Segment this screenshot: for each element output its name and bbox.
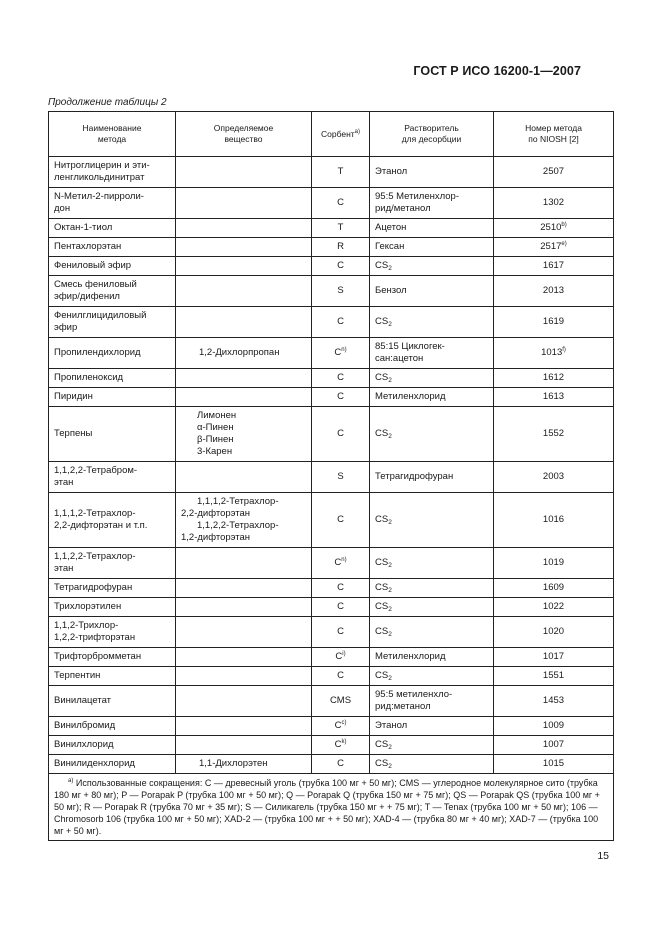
method-name-cell (49, 238, 176, 257)
method-name-line: Нитроглицерин и эти- (54, 160, 150, 171)
method-name-cell (49, 388, 176, 407)
sorbent-cell (312, 462, 370, 493)
table-row (49, 238, 614, 257)
solvent-line: Этанол (375, 720, 408, 731)
solvent-line: Этанол (375, 166, 408, 177)
niosh-number: 1007 (542, 739, 565, 750)
niosh-number-cell (494, 188, 614, 219)
method-name-cell (49, 548, 176, 579)
sorbent-cell (312, 157, 370, 188)
substance-cell (176, 338, 312, 369)
niosh-number: 1609 (542, 582, 565, 593)
table-body (49, 157, 614, 774)
page-number: 15 (597, 850, 609, 862)
method-name-line: Тетрагидрофуран (54, 582, 133, 593)
method-name-cell (49, 307, 176, 338)
solvent-subscript: 2 (388, 433, 392, 440)
solvent-subscript: 2 (388, 519, 392, 526)
table-row (49, 388, 614, 407)
niosh-number: 1617 (542, 260, 565, 271)
column-header-line: Растворитель (404, 123, 459, 133)
method-name-line: Октан-1-тиол (54, 222, 113, 233)
sorbent-value: C (337, 391, 344, 402)
substance-cell (176, 257, 312, 276)
niosh-number-cell (494, 276, 614, 307)
method-name-cell (49, 755, 176, 774)
niosh-number: 1453 (542, 695, 565, 706)
solvent-line: 95:5 Метиленхлор- (375, 191, 459, 202)
niosh-number: 1013 (541, 347, 563, 358)
solvent-cell (370, 667, 494, 686)
solvent-cell (370, 307, 494, 338)
substance-cell (176, 307, 312, 338)
sorbent-value: R (337, 241, 344, 252)
sorbent-value: C (337, 372, 344, 383)
method-name-line: Пропиленоксид (54, 372, 124, 383)
substance-cell (176, 407, 312, 462)
sorbent-value: C (334, 347, 342, 358)
solvent-line: CS (375, 670, 389, 681)
sorbent-cell (312, 369, 370, 388)
column-header-line: метода (97, 134, 127, 144)
niosh-number: 1020 (542, 626, 565, 637)
solvent-subscript: 2 (388, 377, 392, 384)
sorbent-cell (312, 598, 370, 617)
method-name-line: Смесь фениловый (54, 279, 137, 290)
method-name-cell (49, 276, 176, 307)
table-row (49, 188, 614, 219)
sorbent-footnote-mark: n) (341, 557, 347, 563)
method-name-cell (49, 407, 176, 462)
table-row (49, 307, 614, 338)
table-row (49, 598, 614, 617)
column-header-line: для десорбции (401, 134, 462, 144)
niosh-number: 1619 (542, 316, 565, 327)
sorbent-value: S (337, 471, 344, 482)
solvent-subscript: 2 (388, 265, 392, 272)
table-row (49, 493, 614, 548)
table-row (49, 648, 614, 667)
substance-line: 1,1,1,2-Тетрахлор- (197, 496, 279, 507)
niosh-number: 1016 (542, 514, 565, 525)
niosh-number-cell (494, 648, 614, 667)
niosh-number-cell (494, 369, 614, 388)
sorbent-value: C (334, 557, 342, 568)
solvent-subscript: 2 (388, 675, 392, 682)
table-row (49, 667, 614, 686)
substance-cell (176, 493, 312, 548)
solvent-line: CS (375, 428, 389, 439)
niosh-number-cell (494, 667, 614, 686)
sorbent-cell (312, 219, 370, 238)
table-row (49, 736, 614, 755)
column-header-3 (370, 112, 494, 157)
method-name-cell (49, 598, 176, 617)
solvent-cell (370, 755, 494, 774)
sorbent-cell (312, 407, 370, 462)
sorbent-value: C (337, 197, 344, 208)
substance-cell (176, 598, 312, 617)
sorbent-value: C (337, 582, 344, 593)
sorbent-cell (312, 257, 370, 276)
niosh-number-cell (494, 579, 614, 598)
solvent-line: Тетрагидрофуран (375, 471, 454, 482)
sorbent-value: C (337, 758, 344, 769)
niosh-number-cell (494, 686, 614, 717)
substance-cell (176, 276, 312, 307)
niosh-number-cell (494, 598, 614, 617)
solvent-subscript: 2 (388, 744, 392, 751)
column-header-footnote-mark: а) (354, 128, 361, 135)
column-header-line: Наименование (82, 123, 142, 133)
solvent-line: рид/метанол (375, 203, 431, 214)
method-name-line: Винилбромид (54, 720, 116, 731)
column-header-line: Определяемое (213, 123, 274, 133)
table-row (49, 717, 614, 736)
sorbent-cell (312, 736, 370, 755)
sorbent-cell (312, 388, 370, 407)
solvent-line: Ацетон (375, 222, 407, 233)
niosh-number-cell (494, 338, 614, 369)
niosh-number: 1552 (542, 428, 565, 439)
niosh-number: 1302 (542, 197, 565, 208)
substance-line: Лимонен (197, 410, 237, 421)
column-header-line: Номер метода (525, 123, 582, 133)
method-name-cell (49, 219, 176, 238)
table-row (49, 219, 614, 238)
niosh-number-cell (494, 755, 614, 774)
solvent-cell (370, 238, 494, 257)
method-name-cell (49, 736, 176, 755)
solvent-line: CS (375, 316, 389, 327)
sorbent-footnote-mark: k) (341, 739, 347, 745)
sorbent-footnote-mark: i) (342, 651, 346, 657)
method-name-line: 1,1,2-Трихлор- (54, 620, 119, 631)
sorbent-value: C (337, 670, 344, 681)
niosh-footnote-mark: e) (561, 241, 567, 247)
niosh-number-cell (494, 238, 614, 257)
sorbent-value: C (337, 514, 344, 525)
substance-cell (176, 388, 312, 407)
substance-cell (176, 617, 312, 648)
methods-table (48, 111, 614, 841)
niosh-number-cell (494, 307, 614, 338)
solvent-line: Гексан (375, 241, 405, 252)
substance-cell (176, 369, 312, 388)
substance-line: 1,1,2,2-Тетрахлор- (197, 520, 279, 531)
solvent-line: 85:15 Циклогек- (375, 341, 445, 352)
sorbent-cell (312, 238, 370, 257)
method-name-line: Винилиденхлорид (54, 758, 135, 769)
substance-cell (176, 462, 312, 493)
method-name-line: Винилхлорид (54, 739, 114, 750)
solvent-line: Метиленхлорид (375, 391, 446, 402)
niosh-number: 1612 (542, 372, 565, 383)
sorbent-value: C (337, 626, 344, 637)
solvent-cell (370, 598, 494, 617)
method-name-cell (49, 617, 176, 648)
method-name-line: Фенилглицидиловый (54, 310, 147, 321)
niosh-number-cell (494, 548, 614, 579)
niosh-footnote-mark: f) (562, 347, 566, 353)
footnote-text: Использованные сокращения: C — древесный уголь (трубка 100 мг + 50 мг); CMS — углеродное молекулярное сито (трубка 180 мг + 80 мг); P — Porapak P (трубка 100 мг + 50 мг); Q — Porapak Q (трубка 150 мг + 75 мг); QS — Porapak QS (трубка 100 мг + 50 мг); R — Porapak R (трубка 70 мг + 35 мг); S — Силикагель (трубка 150 мг + + 75 мг); T — Tenax (трубка 100 мг + 50 мг); 106 — Chromosorb 106 (трубка 100 мг + 50 мг); XAD-2 — (трубка 100 мг + + 50 мг); XAD-4 — (трубка 80 мг + 40 мг); XAD-7 — (трубка 100 мг + 50 мг). (54, 778, 600, 836)
method-name-line: этан (54, 563, 74, 574)
substance-line: β-Пинен (197, 434, 234, 445)
method-name-cell (49, 462, 176, 493)
niosh-number: 2003 (542, 471, 565, 482)
solvent-cell (370, 257, 494, 276)
method-name-cell (49, 717, 176, 736)
substance-line: 1,2-дифторэтан (181, 532, 251, 543)
solvent-line: CS (375, 260, 389, 271)
sorbent-cell (312, 493, 370, 548)
niosh-number: 1015 (542, 758, 565, 769)
solvent-line: CS (375, 626, 389, 637)
solvent-line: Бензол (375, 285, 407, 296)
solvent-line: CS (375, 514, 389, 525)
sorbent-cell (312, 188, 370, 219)
solvent-subscript: 2 (388, 763, 392, 770)
solvent-line: CS (375, 739, 389, 750)
method-name-line: эфир/дифенил (54, 291, 120, 302)
sorbent-cell (312, 755, 370, 774)
sorbent-value: C (335, 651, 343, 662)
footnote-mark: а) (68, 778, 74, 784)
substance-line: 2,2-дифторэтан (181, 508, 251, 519)
header-row (49, 112, 614, 157)
sorbent-cell (312, 717, 370, 736)
niosh-number: 2013 (542, 285, 565, 296)
substance-line: α-Пинен (197, 422, 234, 433)
column-header-label: Сорбент (320, 128, 355, 139)
method-name-line: 1,1,2,2-Тетрахлор- (54, 551, 136, 562)
table-row (49, 338, 614, 369)
niosh-number-cell (494, 617, 614, 648)
method-name-line: эфир (54, 322, 78, 333)
substance-cell (176, 548, 312, 579)
niosh-number-cell (494, 157, 614, 188)
sorbent-value: T (337, 222, 344, 233)
niosh-number: 1019 (542, 557, 565, 568)
method-name-cell (49, 188, 176, 219)
method-name-line: Фениловый эфир (54, 260, 132, 271)
method-name-line: 2,2-дифторэтан и т.п. (54, 520, 148, 531)
method-name-line: Трихлорэтилен (54, 601, 122, 612)
table-row (49, 157, 614, 188)
sorbent-value: CMS (329, 695, 352, 706)
solvent-cell (370, 338, 494, 369)
method-name-cell (49, 579, 176, 598)
sorbent-value: C (334, 739, 342, 750)
column-header-line: вещество (224, 134, 263, 144)
sorbent-footnote-mark: c) (341, 720, 347, 726)
method-name-line: 1,2,2-трифторэтан (54, 632, 136, 643)
method-name-line: Винилацетат (54, 695, 111, 706)
sorbent-value: C (337, 316, 344, 327)
method-name-cell (49, 157, 176, 188)
method-name-line: ленгликольдинитрат (54, 172, 145, 183)
sorbent-cell (312, 548, 370, 579)
solvent-cell (370, 276, 494, 307)
niosh-footnote-mark: b) (561, 222, 567, 228)
solvent-cell (370, 493, 494, 548)
table-caption: Продолжение таблицы 2 (48, 97, 167, 108)
substance-cell (176, 755, 312, 774)
solvent-line: рид:метанол (375, 701, 431, 712)
substance-cell (176, 219, 312, 238)
niosh-number: 2517 (540, 241, 562, 252)
table-row (49, 617, 614, 648)
solvent-line: CS (375, 557, 389, 568)
method-name-line: Терпены (54, 428, 93, 439)
table-row (49, 407, 614, 462)
niosh-number: 1017 (542, 651, 565, 662)
solvent-cell (370, 188, 494, 219)
method-name-cell (49, 667, 176, 686)
substance-line: 1,2-Дихлорпропан (199, 347, 280, 358)
footnote-cell (49, 774, 614, 841)
table-row (49, 548, 614, 579)
method-name-cell (49, 493, 176, 548)
sorbent-cell (312, 667, 370, 686)
substance-cell (176, 736, 312, 755)
table-row (49, 257, 614, 276)
sorbent-value: T (337, 166, 344, 177)
sorbent-footnote-mark: n) (341, 347, 347, 353)
niosh-number-cell (494, 257, 614, 276)
table-row (49, 369, 614, 388)
sorbent-cell (312, 617, 370, 648)
niosh-number-cell (494, 219, 614, 238)
solvent-line: CS (375, 758, 389, 769)
niosh-number-cell (494, 736, 614, 755)
niosh-number-cell (494, 388, 614, 407)
solvent-cell (370, 219, 494, 238)
solvent-cell (370, 462, 494, 493)
method-name-line: Пропилендихлорид (54, 347, 141, 358)
column-header-4 (494, 112, 614, 157)
substance-cell (176, 686, 312, 717)
substance-cell (176, 648, 312, 667)
solvent-line: CS (375, 372, 389, 383)
sorbent-value: C (337, 260, 344, 271)
substance-cell (176, 579, 312, 598)
solvent-cell (370, 717, 494, 736)
sorbent-cell (312, 338, 370, 369)
column-header-line: по NIOSH [2] (528, 134, 579, 144)
table-row (49, 686, 614, 717)
niosh-number: 1009 (542, 720, 565, 731)
table-row (49, 462, 614, 493)
solvent-line: CS (375, 601, 389, 612)
method-name-line: 1,1,2,2-Тетрабром- (54, 465, 138, 476)
method-name-line: Трифторбромметан (54, 651, 142, 662)
method-name-line: N-Метил-2-пирроли- (54, 191, 144, 202)
niosh-number: 1551 (542, 670, 565, 681)
method-name-line: Терпентин (54, 670, 101, 681)
substance-line: 1,1-Дихлорэтен (199, 758, 268, 769)
sorbent-cell (312, 579, 370, 598)
sorbent-value: S (337, 285, 344, 296)
substance-cell (176, 667, 312, 686)
solvent-line: CS (375, 582, 389, 593)
substance-cell (176, 238, 312, 257)
solvent-cell (370, 157, 494, 188)
table-row (49, 276, 614, 307)
solvent-cell (370, 369, 494, 388)
solvent-cell (370, 548, 494, 579)
niosh-number-cell (494, 493, 614, 548)
sorbent-cell (312, 307, 370, 338)
method-name-line: Пентахлорэтан (54, 241, 122, 252)
sorbent-value: C (337, 428, 344, 439)
niosh-number: 1022 (542, 601, 565, 612)
solvent-cell (370, 388, 494, 407)
sorbent-cell (312, 686, 370, 717)
method-name-line: 1,1,1,2-Тетрахлор- (54, 508, 136, 519)
method-name-cell (49, 686, 176, 717)
solvent-subscript: 2 (388, 587, 392, 594)
solvent-subscript: 2 (388, 631, 392, 638)
solvent-line: сан:ацетон (375, 353, 424, 364)
column-header-1 (176, 112, 312, 157)
sorbent-value: C (334, 720, 342, 731)
sorbent-value: C (337, 601, 344, 612)
table-row (49, 755, 614, 774)
niosh-number-cell (494, 407, 614, 462)
solvent-subscript: 2 (388, 321, 392, 328)
niosh-number: 2510 (540, 222, 562, 233)
solvent-line: Метиленхлорид (375, 651, 446, 662)
table-row (49, 579, 614, 598)
method-name-line: дон (54, 203, 71, 214)
method-name-cell (49, 369, 176, 388)
solvent-subscript: 2 (388, 606, 392, 613)
solvent-cell (370, 686, 494, 717)
method-name-cell (49, 338, 176, 369)
niosh-number-cell (494, 717, 614, 736)
document-header-title: ГОСТ Р ИСО 16200-1—2007 (413, 64, 581, 78)
sorbent-cell (312, 276, 370, 307)
column-header-0 (49, 112, 176, 157)
substance-cell (176, 188, 312, 219)
niosh-number-cell (494, 462, 614, 493)
method-name-cell (49, 257, 176, 276)
method-name-cell (49, 648, 176, 667)
solvent-cell (370, 407, 494, 462)
footnote-row (49, 774, 614, 841)
solvent-subscript: 2 (388, 562, 392, 569)
niosh-number: 1613 (542, 391, 565, 402)
solvent-cell (370, 579, 494, 598)
niosh-number: 2507 (542, 166, 565, 177)
substance-cell (176, 717, 312, 736)
sorbent-cell (312, 648, 370, 667)
method-name-line: Пиридин (54, 391, 93, 402)
solvent-cell (370, 617, 494, 648)
column-header-2 (312, 112, 370, 157)
table-header (49, 112, 614, 157)
solvent-cell (370, 736, 494, 755)
substance-line: 3-Карен (197, 446, 233, 457)
solvent-line: 95:5 метиленхло- (375, 689, 453, 700)
method-name-line: этан (54, 477, 74, 488)
substance-cell (176, 157, 312, 188)
solvent-cell (370, 648, 494, 667)
